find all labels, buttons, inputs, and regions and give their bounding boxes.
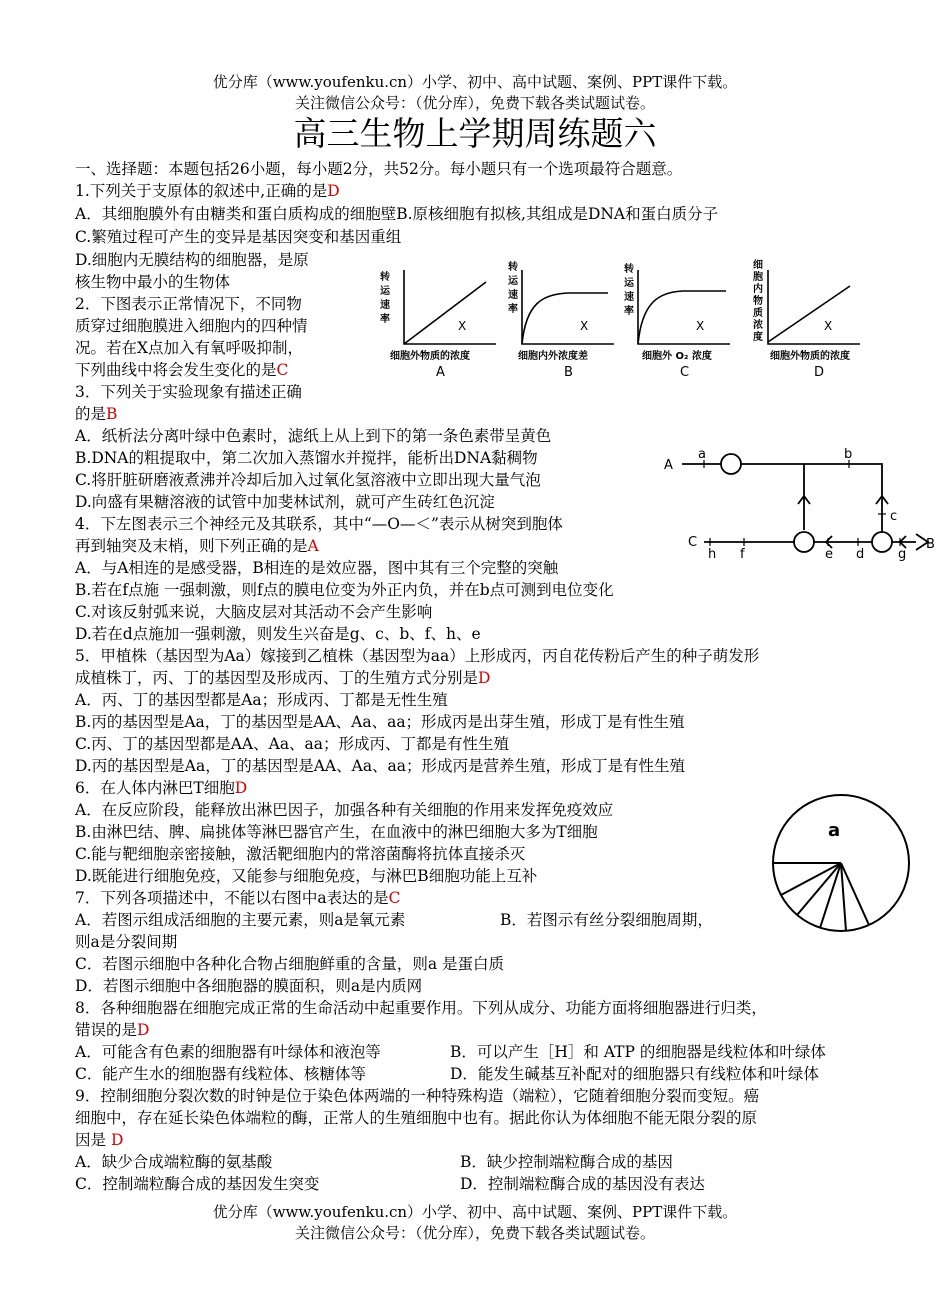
graph-d-ylabel-5: 质 bbox=[753, 308, 763, 319]
q9-option-a: A．缺少合成端粒酶的氨基酸 bbox=[75, 1153, 273, 1171]
q4-answer: A bbox=[307, 537, 319, 555]
pie-label-a: a bbox=[828, 820, 841, 841]
q9-option-c: C．控制端粒酶合成的基因发生突变 bbox=[75, 1175, 320, 1193]
graph-d-ylabel-6: 浓 bbox=[753, 320, 763, 331]
graph-b-axes bbox=[522, 270, 614, 344]
neuron-1-body bbox=[721, 454, 741, 474]
pie-diagram bbox=[766, 788, 916, 938]
q5-stem-2: 成植株丁，丙、丁的基因型及形成丙、丁的生殖方式分别是D bbox=[75, 669, 491, 687]
transport-graphs bbox=[368, 258, 888, 380]
q1-option-a: A．其细胞膜外有由糖类和蛋白质构成的细胞壁B.原核细胞有拟核,其组成是DNA和蛋白质分子 bbox=[75, 205, 719, 223]
q6-option-a: A．在反应阶段，能释放出淋巴因子，加强各种有关细胞的作用来发挥免疫效应 bbox=[75, 801, 614, 819]
neuron-label-c: c bbox=[890, 509, 898, 524]
pie-radius-3 bbox=[797, 863, 841, 915]
footer-line-1: 优分库（www.youfenku.cn）小学、初中、高中试题、案例、PPT课件下载。 bbox=[212, 1203, 738, 1221]
neuron-label-e: e bbox=[825, 547, 833, 562]
q8-option-b: B．可以产生［H］和 ATP 的细胞器是线粒体和叶绿体 bbox=[450, 1043, 826, 1061]
q8-stem-1: 8．各种细胞器在细胞完成正常的生命活动中起重要作用。下列从成分、功能方面将细胞器进行归类， bbox=[75, 999, 767, 1017]
neuron-2-body bbox=[794, 532, 814, 552]
q1-answer: D bbox=[327, 182, 340, 200]
q9-option-b: B．缺少控制端粒酶合成的基因 bbox=[460, 1153, 673, 1171]
q4-stem-2: 再到轴突及末梢，则下列正确的是A bbox=[75, 537, 319, 555]
graph-c-ylabel-2: 运 bbox=[624, 278, 634, 289]
q9-option-d: D．控制端粒酶合成的基因没有表达 bbox=[460, 1175, 705, 1193]
graph-c-xlabel: 细胞外 O₂ 浓度 bbox=[642, 351, 712, 362]
graph-c-letter: C bbox=[680, 365, 690, 380]
neuron-label-C: C bbox=[688, 535, 698, 550]
q7-option-b: B．若图示有丝分裂细胞周期， bbox=[500, 911, 713, 929]
q5-stem-1: 5．甲植株（基因型为Aa）嫁接到乙植株（基因型为aa）上形成丙，丙自花传粉后产生的种子萌发形 bbox=[75, 647, 760, 665]
q9-stem-1: 9．控制细胞分裂次数的时钟是位于染色体两端的一种特殊构造（端粒），它随着细胞分裂而变短。癌 bbox=[75, 1087, 760, 1105]
neuron-label-a: a bbox=[698, 447, 706, 462]
q8-option-a: A．可能含有色素的细胞器有叶绿体和液泡等 bbox=[75, 1043, 381, 1061]
q5-option-c: C.丙、丁的基因型都是AA、Aa、aa；形成丙、丁都是有性生殖 bbox=[75, 735, 510, 753]
section-heading: 一、选择题：本题包括26小题，每小题2分，共52分。每小题只有一个选项最符合题意。 bbox=[75, 160, 683, 178]
neuron-3-body bbox=[872, 532, 892, 552]
q7-stem: 7．下列各项描述中，不能以右图中a表达的是C bbox=[75, 889, 401, 907]
q4-stem-1: 4．下左图表示三个神经元及其联系，其中“—O—＜”表示从树突到胞体 bbox=[75, 515, 563, 533]
q7-option-b-cont: 则a是分裂间期 bbox=[75, 933, 178, 951]
q5-option-d: D.丙的基因型是Aa，丁的基因型是AA、Aa、aa；形成丙是营养生殖，形成丁是有性生殖 bbox=[75, 757, 686, 775]
q6-option-d: D.既能进行细胞免疫，又能参与细胞免疫，与淋巴B细胞功能上互补 bbox=[75, 867, 538, 885]
q6-option-b: B.由淋巴结、脾、扁挑体等淋巴器官产生，在血液中的淋巴细胞大多为T细胞 bbox=[75, 823, 598, 841]
graph-d-letter: D bbox=[814, 365, 825, 380]
q7-option-c: C．若图示细胞中各种化合物占细胞鲜重的含量，则a 是蛋白质 bbox=[75, 955, 505, 973]
q3-answer: B bbox=[106, 405, 118, 423]
graph-b-letter: B bbox=[564, 365, 573, 380]
graph-c-axes bbox=[638, 270, 730, 344]
graph-b-x-mark: X bbox=[580, 319, 589, 333]
q3-option-d: D.向盛有果糖溶液的试管中加斐林试剂，就可产生砖红色沉淀 bbox=[75, 493, 495, 511]
q2-stem-3: 况。若在X点加入有氧呼吸抑制， bbox=[75, 339, 304, 357]
neuron-diagram bbox=[660, 442, 940, 572]
neuron-label-B: B bbox=[926, 537, 935, 552]
q8-stem-2: 错误的是D bbox=[75, 1021, 150, 1039]
q3-option-b: B.DNA的粗提取中，第二次加入蒸馏水并搅拌，能析出DNA黏稠物 bbox=[75, 449, 538, 467]
q1-stem: 1.下列关于支原体的叙述中,正确的是D bbox=[75, 182, 340, 200]
graph-c-x-mark: X bbox=[696, 319, 705, 333]
graph-b-ylabel-3: 速 bbox=[508, 290, 518, 301]
q7-option-d: D．若图示细胞中各细胞器的膜面积，则a是内质网 bbox=[75, 977, 423, 995]
graph-d-x-mark: X bbox=[824, 319, 833, 333]
q6-answer: D bbox=[234, 779, 248, 797]
graph-d-ylabel-4: 物 bbox=[753, 296, 763, 307]
q5-option-a: A．丙、丁的基因型都是Aa；形成丙、丁都是无性生殖 bbox=[75, 691, 448, 709]
q4-option-d: D.若在d点施加一强刺激，则发生兴奋是g、c、b、f、h、e bbox=[75, 625, 481, 643]
q4-option-c: C.对该反射弧来说，大脑皮层对其活动不会产生影响 bbox=[75, 603, 433, 621]
graph-d-ylabel-3: 内 bbox=[753, 284, 763, 295]
q9-stem-3: 因是 D bbox=[75, 1131, 124, 1149]
graph-d-ylabel-7: 度 bbox=[753, 332, 763, 343]
q8-option-c: C．能产生水的细胞器有线粒体、核糖体等 bbox=[75, 1065, 366, 1083]
graph-a-ylabel-3: 速 bbox=[380, 300, 390, 311]
graph-a-ylabel-2: 运 bbox=[380, 286, 390, 297]
graph-b-xlabel: 细胞内外浓度差 bbox=[518, 351, 588, 362]
graph-a-ylabel-1: 转 bbox=[380, 272, 390, 283]
q3-stem-2: 的是B bbox=[75, 405, 118, 423]
graph-c-ylabel-3: 速 bbox=[624, 292, 634, 303]
q5-answer: D bbox=[478, 669, 491, 687]
q4-option-a: A．与A相连的是感受器，B相连的是效应器，图中其有三个完整的突触 bbox=[75, 559, 559, 577]
graph-c-curve bbox=[638, 291, 726, 344]
q9-stem-2: 细胞中，存在延长染色体端粒的酶，正常人的生殖细胞中也有。据此你认为体细胞不能无限分裂的原 bbox=[75, 1109, 758, 1127]
q5-option-b: B.丙的基因型是Aa，丁的基因型是AA、Aa、aa；形成丙是出芽生殖，形成丁是有性生殖 bbox=[75, 713, 685, 731]
neuron-label-f: f bbox=[740, 547, 745, 562]
graph-d-ylabel-1: 细 bbox=[753, 260, 763, 271]
neuron-label-h: h bbox=[708, 547, 717, 562]
q2-stem-4: 下列曲线中将会发生变化的是C bbox=[75, 361, 289, 379]
footer-line-2: 关注微信公众号：（优分库），免费下载各类试题试卷。 bbox=[294, 1224, 655, 1242]
header-line-2: 关注微信公众号：（优分库），免费下载各类试题试卷。 bbox=[294, 94, 655, 112]
q8-option-d: D．能发生碱基互补配对的细胞器只有线粒体和叶绿体 bbox=[450, 1065, 819, 1083]
graph-a-xlabel: 细胞外物质的浓度 bbox=[390, 351, 470, 362]
neuron-label-d: d bbox=[856, 547, 865, 562]
graph-a-ylabel-4: 率 bbox=[380, 314, 390, 325]
graph-d-xlabel: 细胞外物质的浓度 bbox=[770, 351, 850, 362]
q1-option-d-line2: 核生物中最小的生物体 bbox=[75, 273, 231, 291]
graph-d-ylabel-2: 胞 bbox=[753, 272, 763, 283]
q6-stem: 6．在人体内淋巴T细胞D bbox=[75, 779, 248, 797]
q4-option-b: B.若在f点施 一强刺激，则f点的膜电位变为外正内负，并在b点可测到电位变化 bbox=[75, 581, 614, 599]
graph-b-ylabel-2: 运 bbox=[508, 276, 518, 287]
graph-a-letter: A bbox=[436, 365, 445, 380]
q8-answer: D bbox=[137, 1021, 150, 1039]
header-line-1: 优分库（www.youfenku.cn）小学、初中、高中试题、案例、PPT课件下载。 bbox=[212, 73, 738, 91]
graph-d-curve bbox=[768, 286, 850, 342]
q2-stem-2: 质穿过细胞膜进入细胞内的四种情 bbox=[75, 317, 308, 335]
neuron-1-axon-right bbox=[741, 464, 882, 494]
q1-option-d-line1: D.细胞内无膜结构的细胞器，是原 bbox=[75, 251, 309, 269]
neuron-label-b: b bbox=[844, 447, 853, 462]
q6-option-c: C.能与靶细胞亲密接触，激活靶细胞内的常溶菌酶将抗体直接杀灭 bbox=[75, 845, 526, 863]
graph-c-ylabel-4: 率 bbox=[624, 306, 634, 317]
neuron-label-g: g bbox=[898, 547, 907, 562]
q7-answer: C bbox=[388, 889, 401, 907]
q7-option-a: A．若图示组成活细胞的主要元素，则a是氧元素 bbox=[75, 911, 406, 929]
q3-option-a: A．纸析法分离叶绿中色素时，滤纸上从上到下的第一条色素带呈黄色 bbox=[75, 427, 552, 445]
graph-b-curve bbox=[522, 293, 608, 344]
q9-answer: D bbox=[110, 1131, 124, 1149]
q3-stem-1: 3．下列关于实验现象有描述正确 bbox=[75, 383, 302, 401]
neuron-label-A: A bbox=[664, 458, 673, 473]
graph-c-ylabel-1: 转 bbox=[624, 264, 634, 275]
graph-a-x-mark: X bbox=[458, 319, 467, 333]
graph-a-curve bbox=[404, 282, 486, 344]
page-title: 高三生物上学期周练题六 bbox=[293, 114, 657, 153]
q2-answer: C bbox=[276, 361, 289, 379]
q1-option-c: C.繁殖过程可产生的变异是基因突变和基因重组 bbox=[75, 228, 402, 246]
graph-b-ylabel-1: 转 bbox=[508, 262, 518, 273]
q2-stem-1: 2．下图表示正常情况下，不同物 bbox=[75, 295, 302, 313]
q3-option-c: C.将肝脏研磨液煮沸并冷却后加入过氧化氢溶液中立即出现大量气泡 bbox=[75, 471, 541, 489]
graph-b-ylabel-4: 率 bbox=[508, 304, 518, 315]
